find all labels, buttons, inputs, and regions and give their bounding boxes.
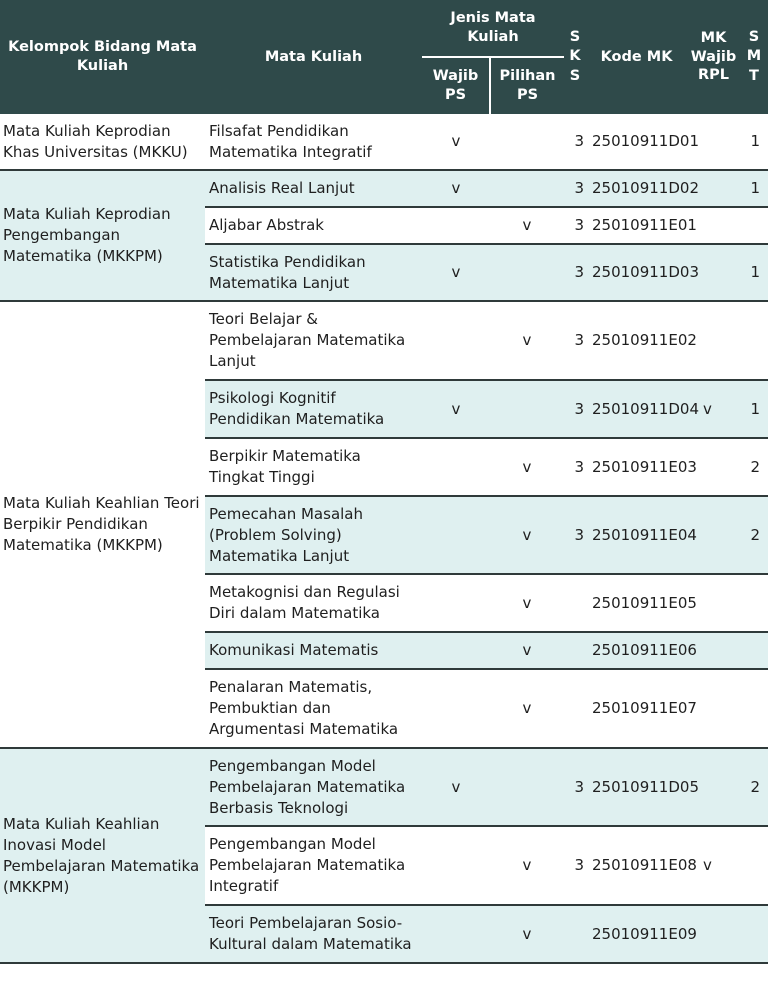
course-name: Analisis Real Lanjut [205,170,422,207]
header-wajib: Wajib PS [422,57,490,114]
pilihan-mark [490,380,564,438]
rpl-mark: v [687,826,740,905]
course-name: Teori Belajar & Pembelajaran Matematika Lanjut [205,301,422,380]
semester-value: 1 [740,114,768,170]
semester-value [740,669,768,748]
wajib-mark [422,207,490,244]
semester-value: 2 [740,748,768,826]
semester-value: 1 [740,170,768,207]
semester-value [740,905,768,963]
course-name: Statistika Pendidikan Matematika Lanjut [205,244,422,301]
pilihan-mark [490,748,564,826]
group-cell: Mata Kuliah Keahlian Teori Berpikir Pendidikan Matematika (MKKPM) [0,301,205,748]
sks-value: 3 [564,438,586,496]
course-name: Teori Pembelajaran Sosio-Kultural dalam Matematika [205,905,422,963]
header-pilihan: Pilihan PS [490,57,564,114]
semester-value [740,632,768,669]
table-row [0,301,768,380]
wajib-mark [422,826,490,905]
course-code: 25010911E03 [586,438,687,496]
wajib-mark: v [422,114,490,170]
course-name: Filsafat Pendidikan Matematika Integratif [205,114,422,170]
pilihan-mark: v [490,496,564,574]
semester-value [740,826,768,905]
rpl-mark: v [687,380,740,438]
table-row [0,114,768,170]
course-name: Pemecahan Masalah (Problem Solving) Matematika Lanjut [205,496,422,574]
pilihan-mark [490,244,564,301]
course-name: Psikologi Kognitif Pendidikan Matematika [205,380,422,438]
wajib-mark [422,301,490,380]
wajib-mark [422,496,490,574]
table-row [0,170,768,207]
sks-value: 3 [564,170,586,207]
semester-value: 1 [740,380,768,438]
course-name: Berpikir Matematika Tingkat Tinggi [205,438,422,496]
sks-value [564,905,586,963]
group-cell: Mata Kuliah Keprodian Khas Universitas (MKKU) [0,114,205,170]
wajib-mark [422,905,490,963]
sks-value: 3 [564,748,586,826]
course-code: 25010911D03 [586,244,687,301]
semester-value [740,207,768,244]
semester-value: 1 [740,244,768,301]
header-group: Kelompok Bidang Mata Kuliah [0,0,205,114]
table-row [0,748,768,826]
pilihan-mark: v [490,301,564,380]
course-code: 25010911D01 [586,114,687,170]
pilihan-mark: v [490,632,564,669]
wajib-mark [422,438,490,496]
sks-value: 3 [564,114,586,170]
semester-value [740,301,768,380]
wajib-mark: v [422,748,490,826]
sks-value [564,574,586,632]
course-code: 25010911D05 [586,748,687,826]
course-code: 25010911E06 [586,632,687,669]
sks-value: 3 [564,207,586,244]
semester-value: 2 [740,496,768,574]
header-course: Mata Kuliah [205,0,422,114]
sks-value: 3 [564,826,586,905]
course-code: 25010911E04 [586,496,687,574]
course-code: 25010911E07 [586,669,687,748]
semester-value: 2 [740,438,768,496]
course-code: 25010911E02 [586,301,687,380]
course-name: Pengembangan Model Pembelajaran Matematika Berbasis Teknologi [205,748,422,826]
course-name: Penalaran Matematis, Pembuktian dan Argumentasi Matematika [205,669,422,748]
sks-value [564,669,586,748]
wajib-mark: v [422,170,490,207]
pilihan-mark: v [490,669,564,748]
header-kode: Kode MK [586,0,687,114]
group-cell: Mata Kuliah Keprodian Pengembangan Matematika (MKKPM) [0,170,205,301]
sks-value: 3 [564,496,586,574]
pilihan-mark: v [490,207,564,244]
pilihan-mark: v [490,438,564,496]
header-sks: S K S [564,0,586,114]
course-name: Pengembangan Model Pembelajaran Matematika Integratif [205,826,422,905]
course-name: Aljabar Abstrak [205,207,422,244]
pilihan-mark [490,114,564,170]
sks-value: 3 [564,380,586,438]
pilihan-mark: v [490,905,564,963]
group-cell: Mata Kuliah Keahlian Inovasi Model Pembelajaran Matematika (MKKPM) [0,748,205,963]
course-code: 25010911E08 [586,826,687,905]
table-header [0,0,768,114]
header-rpl: MK Wajib RPL [687,0,740,114]
course-code: 25010911E05 [586,574,687,632]
sks-value [564,632,586,669]
course-code: 25010911E09 [586,905,687,963]
wajib-mark: v [422,380,490,438]
wajib-mark [422,669,490,748]
header-course-type: Jenis Mata Kuliah [422,0,564,57]
pilihan-mark: v [490,826,564,905]
pilihan-mark: v [490,574,564,632]
course-name: Metakognisi dan Regulasi Diri dalam Matematika [205,574,422,632]
sks-value: 3 [564,244,586,301]
sks-value: 3 [564,301,586,380]
course-name: Komunikasi Matematis [205,632,422,669]
wajib-mark: v [422,244,490,301]
course-code: 25010911D02 [586,170,687,207]
pilihan-mark [490,170,564,207]
wajib-mark [422,574,490,632]
header-smt: S M T [740,0,768,114]
course-code: 25010911D04 [586,380,687,438]
course-code: 25010911E01 [586,207,687,244]
wajib-mark [422,632,490,669]
semester-value [740,574,768,632]
